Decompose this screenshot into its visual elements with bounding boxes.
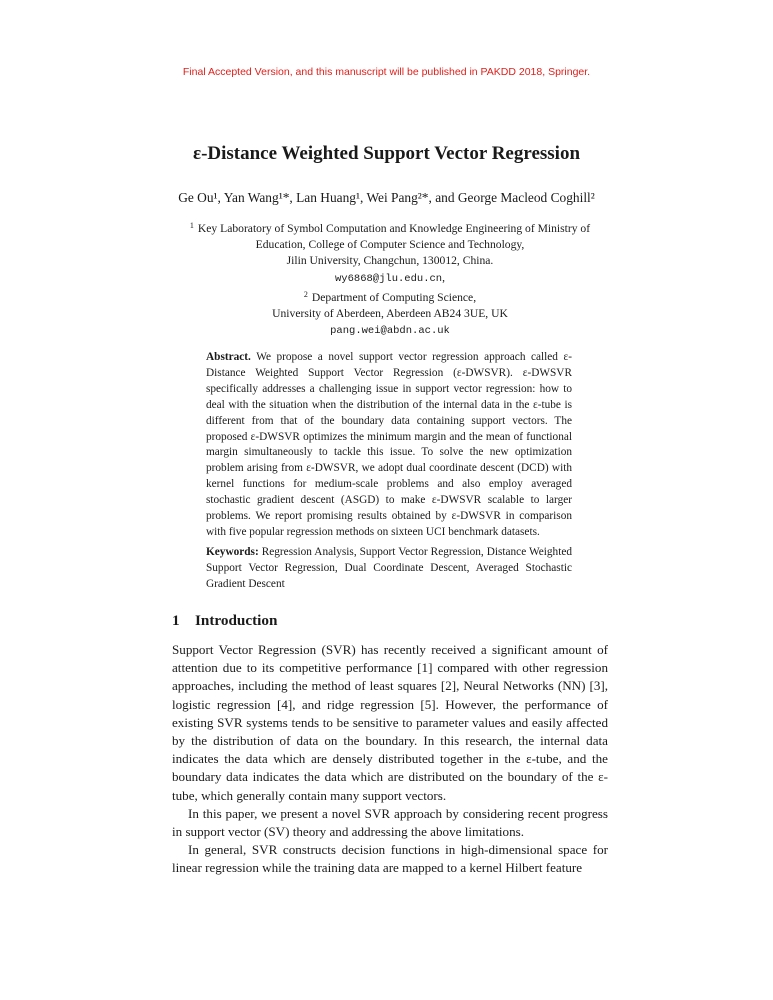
affiliation-marker-2: 2 [303, 289, 308, 299]
abstract-text: We propose a novel support vector regression approach called ε-Distance Weighted Support Vector Regression (ε-DWSVR). ε-DWSVR specifically addresses a challenging issue in support vector regression: how to deal with the situation when the distribution of the internal data in the ε-tube is different from that of the boundary data containing support vectors. The proposed ε-DWSVR optimizes the minimum margin and the mean of functional margin simultaneously to tackle this issue. To solve the new optimization problem arising from ε-DWSVR, we adopt dual coordinate descent (DCD) with kernel functions for medium-scale problems and also employ averaged stochastic gradient descent (ASGD) to make ε-DWSVR scalable to larger problems. We report promising results obtained by ε-DWSVR in comparison with five popular regression methods on sixteen UCI benchmark datasets. [206, 351, 572, 538]
keywords [206, 545, 572, 593]
affiliation-1-line-2: Education, College of Computer Science and Technology, [255, 238, 525, 252]
section-heading [172, 612, 277, 630]
abstract [206, 350, 572, 541]
affiliations [172, 218, 608, 339]
paragraph: In general, SVR constructs decision functions in high-dimensional space for linear regression while the training data are mapped to a kernel Hilbert feature [172, 842, 608, 876]
affiliation-2-line-1: $^2$ Department of Computing Science, [303, 289, 477, 304]
email-link-1[interactable]: wy6868@jlu.edu.cn [334, 272, 443, 285]
abstract-label: Abstract. [206, 351, 251, 363]
email-line-1: wy6868@jlu.edu.cn, [334, 270, 446, 285]
keywords-text: Regression Analysis, Support Vector Regression, Distance Weighted Support Vector Regression, Dual Coordinate Descent, Averaged Stochastic Gradient Descent [206, 546, 573, 590]
section-title: Introduction [195, 612, 278, 629]
affiliation-marker-1: 1 [189, 221, 194, 230]
keywords-label: Keywords: [206, 546, 259, 558]
section-number: 1 [172, 612, 180, 629]
publication-note: Final Accepted Version, and this manuscript will be published in PAKDD 2018, Springer. [182, 66, 591, 78]
email-link-2[interactable]: pang.wei@abdn.ac.uk [330, 325, 450, 338]
body-text [172, 641, 608, 878]
author-list: Ge Ou¹, Yan Wang¹*, Lan Huang¹, Wei Pang²*, and George Macleod Coghill² [178, 190, 595, 205]
affiliation-1-line-1: $^1$ Key Laboratory of Symbol Computation and Knowledge Engineering of Ministry of [189, 221, 591, 235]
affiliation-2-line-2: University of Aberdeen, Aberdeen AB24 3UE, UK [272, 307, 508, 321]
email-line-2 [172, 322, 608, 339]
paper-title: ε-Distance Weighted Support Vector Regression [192, 143, 581, 164]
paragraph: Support Vector Regression (SVR) has recently received a significant amount of attention due to its competitive performance [1] compared with other regression approaches, including the method of least squares [2], Neural Networks (NN) [3], logistic regression [4], and ridge regression [5]. However, the performance of existing SVR systems tends to be sensitive to parameter values and easily affected by the distribution of data on the boundary. In this research, the internal data indicates the data which are densely distributed together in the ε-tube, and the boundary data indicates the data which are distributed on the boundary of the ε-tube, which generally contain many support vectors. [172, 642, 608, 803]
affiliation-1-line-3: Jilin University, Changchun, 130012, China. [286, 254, 494, 268]
paragraph: In this paper, we present a novel SVR approach by considering recent progress in support vector (SV) theory and addressing the above limitations. [172, 805, 608, 840]
